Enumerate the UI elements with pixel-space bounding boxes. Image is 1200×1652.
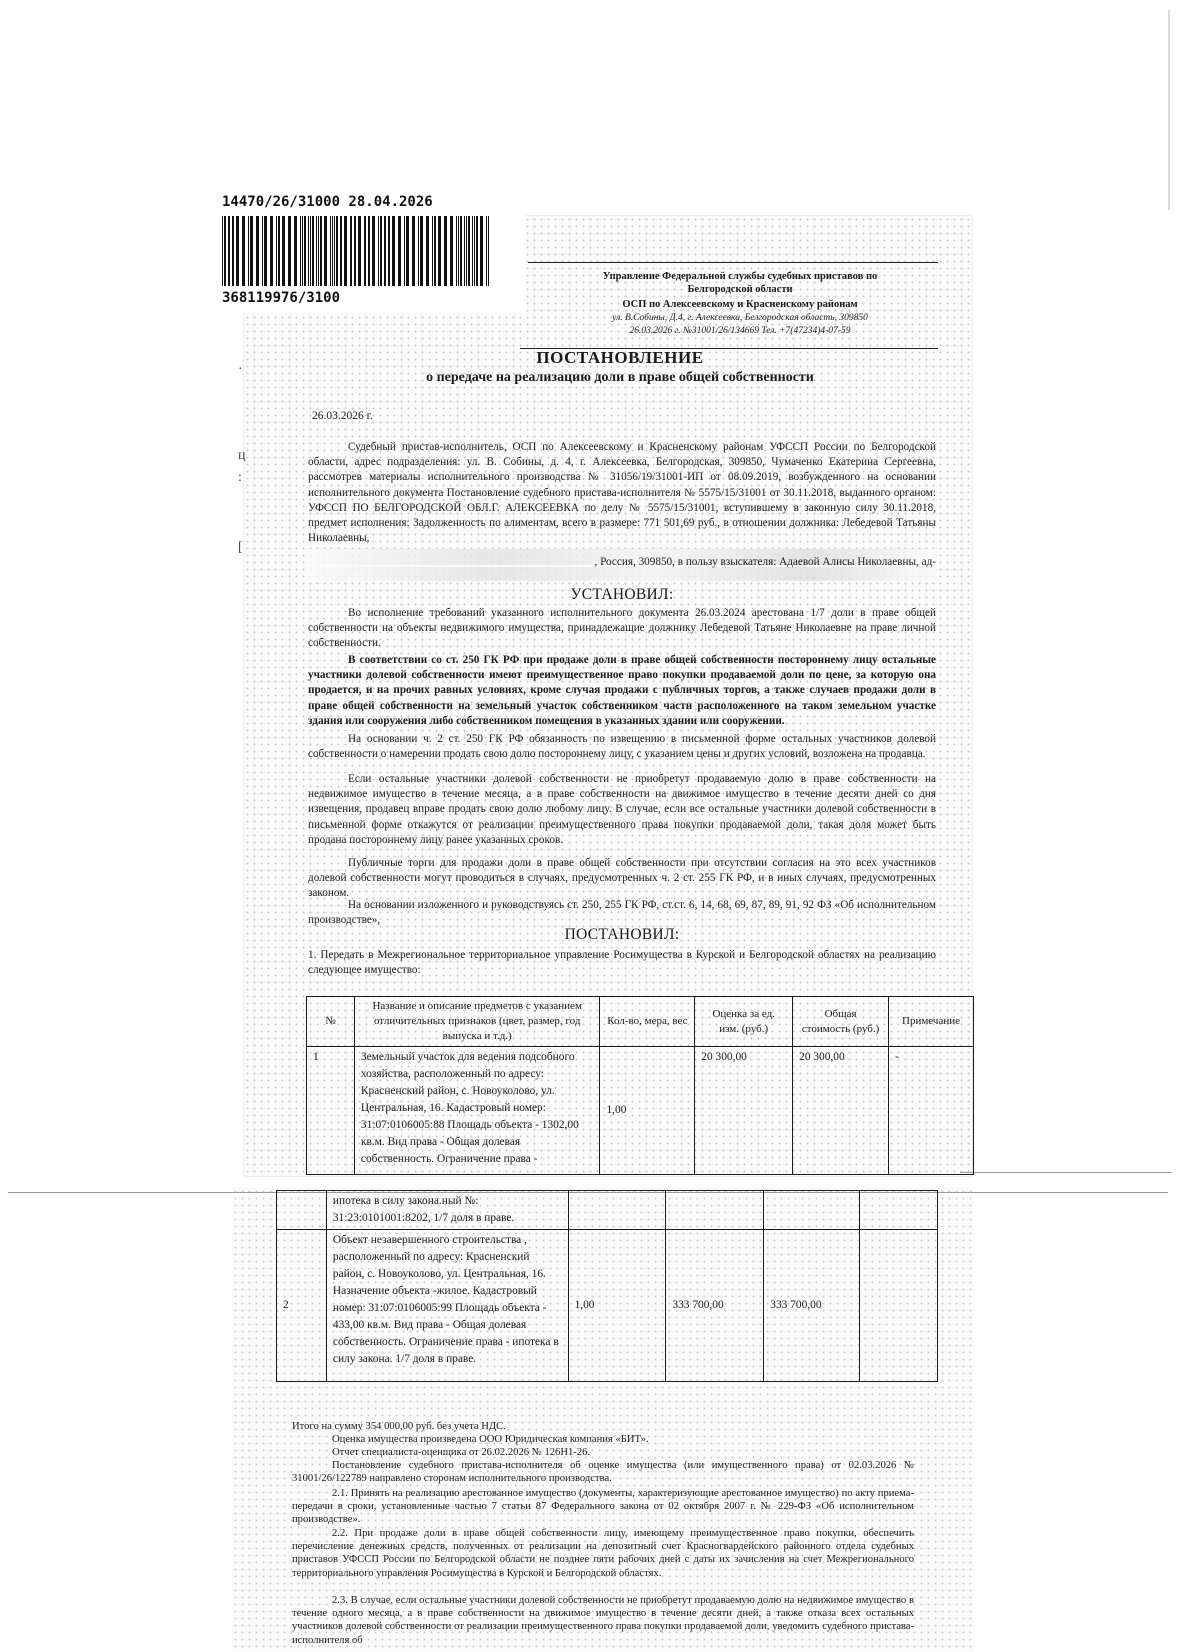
col-header-unit-price: Оценка за ед. изм. (руб.)	[695, 997, 793, 1047]
established-paragraph: Публичные торги для продажи доли в праве общей собственности при отсутствии согласия на это всех участников долевой собственности могут проводиться в случаях, предусмотренных ч. 2 ст. 255 ГК РФ, и в иных случаях, предусмотренных законом.	[308, 857, 936, 900]
intro-tail: , Россия, 309850, в пользу взыскателя: Адаевой Алисы Николаевны, ад-	[594, 556, 936, 568]
margin-mark: ц	[238, 448, 246, 463]
header-rule-top	[528, 262, 938, 263]
resolution-ref: Постановление судебного пристава-исполнителя об оценке имущества (или имущественного права) от 02.03.2026 № 31001/26/122789 направлено сторонам исполнительного производства.	[292, 1460, 914, 1485]
item-2-2: 2.2. При продаже доли в праве общей собственности лицу, имеющему преимущественное право покупки, обеспечить перечисление денежных средств, полученных от реализации на депозитный счет Красногвардейского районного отдела судебных приставов УФССП России по Белгородской области не позднее пяти рабочих дней с даты их зачисления на счет Межрегионального территориального управления Росимущества в Курской и Белгородской областях.	[292, 1528, 914, 1579]
row-description: Объект незавершенного строительства , расположенный по адресу: Красненский район, с. Новоуколово, ул. Центральная, 16. Назначение объекта -жилое. Кадастровый номер: 31:07:0106005:99 Площадь объекта - 433,00 кв.м. Вид права - Общая долевая собственность. Ограничение права - ипотека в силу закона. 1/7 доля в праве.	[326, 1230, 568, 1382]
row-unit-price: 20 300,00	[695, 1047, 793, 1175]
header-line: Управление Федеральной службы судебных приставов по	[602, 271, 878, 282]
row-total: 20 300,00	[793, 1047, 889, 1175]
table-row-continued	[277, 1191, 938, 1230]
established-paragraph: На основании ч. 2 ст. 250 ГК РФ обязанность по извещению в письменной форме остальных участников долевой собственности о намерении продать свою долю постороннему лицу, с указанием цены и других условий, возложена на продавца.	[308, 733, 936, 761]
established-paragraph-bold: В соответствии со ст. 250 ГК РФ при продаже доли в праве общей собственности постороннему лицу остальные участники долевой собственности имеют преимущественное право покупки продаваемой доли по цене, за которую она продается, и на прочих равных условиях, кроме случая продажи с публичных торгов, а также случаев продажи доли в праве общей собственности на земельный участок собственником части расположенного на таком земельном участке здания или сооружения либо собственником помещения в указанных здании или сооружении.	[308, 654, 936, 727]
valuation-line: Оценка имущества произведена ООО Юридическая компания «БИТ».	[332, 1434, 649, 1445]
col-header-description: Название и описание предметов с указанием отличительных признаков (цвет, размер, год выпуска и т.д.)	[354, 997, 600, 1047]
table-row	[307, 1047, 974, 1175]
document-date: 26.03.2026 г.	[312, 410, 373, 422]
property-table-continued	[276, 1190, 938, 1382]
established-paragraph: На основании изложенного и руководствуясь ст. 250, 255 ГК РФ, ст.ст. 6, 14, 68, 69, 87, 89, 91, 92 ФЗ «Об исполнительном производстве»,	[308, 899, 936, 927]
table-row	[277, 1230, 938, 1382]
col-header-total: Общая стоимость (руб.)	[793, 997, 889, 1047]
margin-mark: ·	[238, 362, 243, 377]
col-header-note: Примечание	[889, 997, 974, 1047]
report-line: Отчет специалиста-оценщика от 26.02.2026 № 126Н1-26.	[332, 1447, 591, 1458]
intro-paragraph: Судебный пристав-исполнитель, ОСП по Алексеевскому и Красненскому районам УФССП России по Белгородской области, адрес подразделения: ул. В. Собины, д. 4, г. Алексеевка, Белгородская, 309850, Чумаченко Екатерина Сергеевна, рассмотрев материалы исполнительного производства № 31056/19/31001-ИП от 08.09.2019, возбужденного на основании исполнительного документа Постановление судебного пристава-исполнителя № 5575/15/31001 от 30.11.2018, выданного органом: УФССП ПО БЕЛГОРОДСКОЙ ОБЛ.Г. АЛЕКСЕЕВКА по делу № 5575/15/31001, вступившему в законную силу 30.11.2018, предмет исполнения: Задолженность по алиментам, всего в размере: 771 501,69 руб., в отношении должника: Лебедевой Татьяны Николаевны,	[308, 441, 936, 545]
row-num: 2	[277, 1230, 327, 1382]
header-address: ул. В.Собины, Д.4, г. Алексеевка, Белгородская область, 309850	[612, 313, 868, 323]
total-line: Итого на сумму 354 000,00 руб. без учета НДС.	[292, 1421, 506, 1432]
margin-mark: :	[238, 470, 242, 485]
row-total: 333 700,00	[764, 1230, 860, 1382]
item-2-3: 2.3. В случае, если остальные участники долевой собственности не приобретут продаваемую долю на недвижимое имущество в течение одного месяца, а в праве собственности на движимое имущество в течение десяти дней, а также отказа всех остальных участников долевой собственности от реализации преимущественного права покупки продаваемой доли, уведомить судебного пристава-исполнителя об	[292, 1595, 914, 1646]
document-subtitle: о передаче на реализацию доли в праве общей собственности	[426, 370, 814, 385]
header-line: ОСП по Алексеевскому и Красненскому районам	[622, 299, 858, 310]
header-line: Белгородской области	[687, 284, 793, 295]
barcode-icon	[222, 216, 492, 286]
section-resolved: ПОСТАНОВИЛ:	[564, 926, 680, 943]
row-description: Земельный участок для ведения подсобного хозяйства, расположенный по адресу: Красненский район, с. Новоуколово, ул. Центральная, 16. Кадастровый номер: 31:07:0106005:88 Площадь объекта - 1302,00 кв.м. Вид права - Общая долевая собственность. Ограничение права -	[354, 1047, 600, 1175]
col-header-quantity: Кол-во, мера, вес	[600, 997, 695, 1047]
barcode-label	[210, 190, 526, 312]
margin-mark: [	[238, 540, 243, 555]
table-header-row	[307, 997, 974, 1047]
resolved-item-1: 1. Передать в Межрегиональное территориальное управление Росимущества в Курской и Белгородской областях на реализацию следующее имущество:	[308, 949, 936, 977]
barcode-number: 368119976/3100	[222, 290, 341, 306]
row-num: 1	[307, 1047, 355, 1175]
row-quantity: 1,00	[600, 1047, 695, 1175]
row-description-continued: ипотека в силу закона.ный №: 31:23:0101001:8202, 1/7 доля в праве.	[326, 1191, 568, 1230]
item-2-1: 2.1. Принять на реализацию арестованное имущество (документы, характеризующие арестованное имущество) по акту приема-передачи в сроки, установленные частью 7 статьи 87 Федерального закона от 02 октября 2007 г. № 229-ФЗ «Об исполнительном производстве».	[292, 1488, 914, 1526]
section-established: УСТАНОВИЛ:	[570, 586, 674, 603]
sheet-edge	[1168, 10, 1170, 210]
property-table	[306, 996, 974, 1175]
row-note	[860, 1230, 938, 1382]
header-contacts: 26.03.2026 г. №31001/26/134669 Тел. +7(47234)4-07-59	[629, 326, 851, 336]
row-unit-price: 333 700,00	[666, 1230, 764, 1382]
established-paragraph: Если остальные участники долевой собственности не приобретут продаваемую долю в праве собственности на недвижимое имущество в течение месяца, а в праве собственности на движимое имущество в течение десяти дней со дня извещения, продавец вправе продать свою долю любому лицу. В случае, если все остальные участники долевой собственности в письменной форме откажутся от реализации преимущественного права покупки продаваемой доли, такая доля может быть продана постороннему лицу ранее указанных сроков.	[308, 773, 936, 846]
row-quantity: 1,00	[568, 1230, 666, 1382]
row-note: -	[889, 1047, 974, 1175]
registration-number: 14470/26/31000 28.04.2026	[222, 194, 433, 210]
page-divider-edge	[960, 1172, 1172, 1173]
established-paragraph: Во исполнение требований указанного исполнительного документа 26.03.2024 арестована 1/7 доли в праве общей собственности на объекты недвижимого имущества, принадлежащие должнику Лебедевой Татьяне Николаевне на праве личной собственности.	[308, 607, 936, 650]
col-header-num: №	[307, 997, 355, 1047]
document-title: ПОСТАНОВЛЕНИЕ	[536, 348, 704, 367]
